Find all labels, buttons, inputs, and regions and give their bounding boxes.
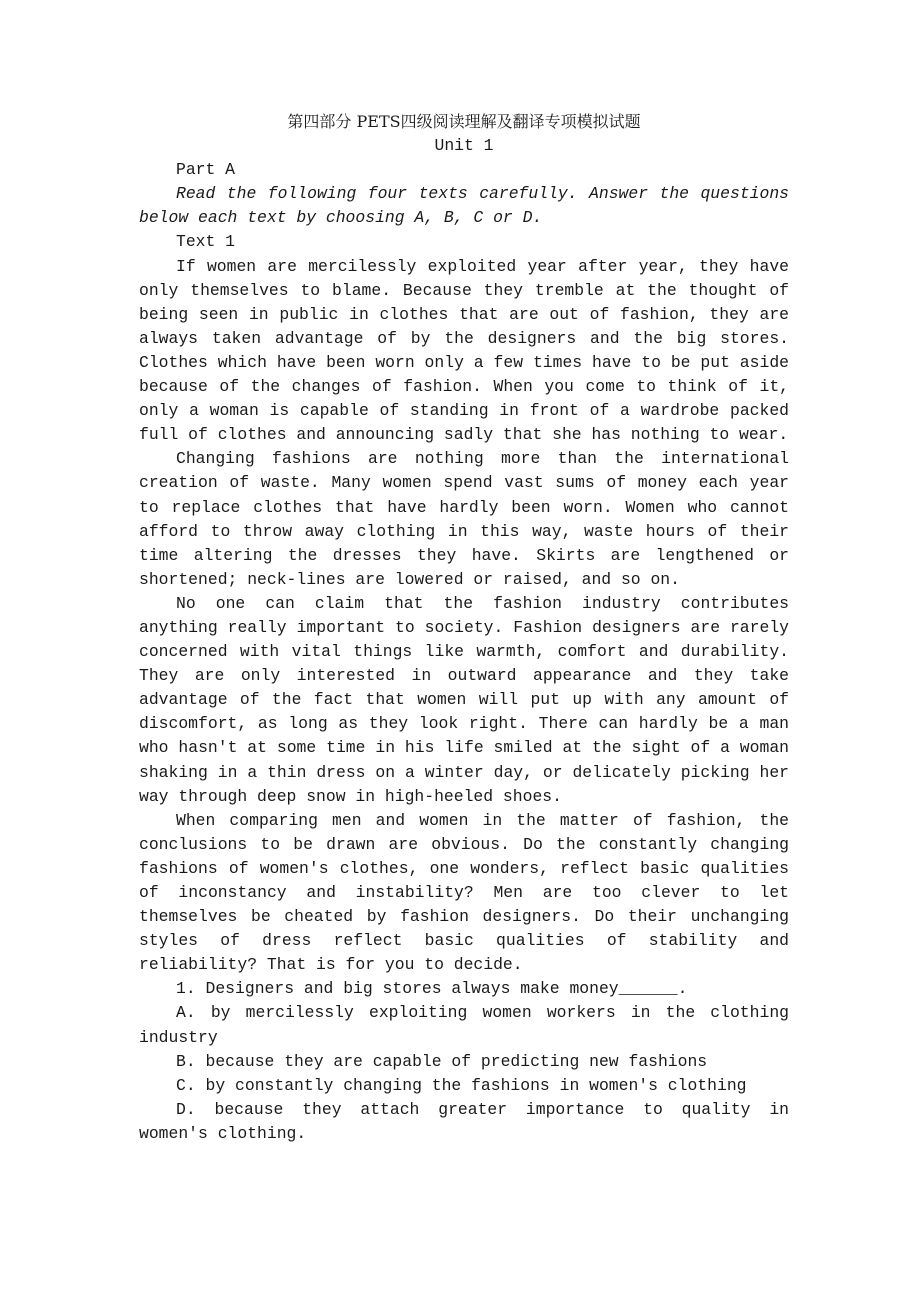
answer-option-a: A. by mercilessly exploiting women workers in the clothing industry <box>139 1003 789 1047</box>
document-page <box>139 110 789 1146</box>
answer-option-c: C. by constantly changing the fashions in women's clothing <box>176 1075 747 1095</box>
question-stem: 1. Designers and big stores always make money______. <box>176 979 688 999</box>
text-paragraph: When comparing men and women in the matter of fashion, the conclusions to be drawn are obvious. Do the constantly changing fashions of women's clothes, one wonders, reflect basic qualities of inconstancy and instability? Men are too clever to let themselves be cheated by fashion designers. Do their unchanging styles of dress reflect basic qualities of stability and reliability? That is for you to decide. <box>139 810 789 975</box>
part-label: Part A <box>176 160 236 180</box>
text-paragraph: No one can claim that the fashion industry contributes anything really important to society. Fashion designers are rarely concerned with vital things like warmth, comfort and durability. They are only interested in outward appearance and they take advantage of the fact that women will put up with any amount of discomfort, as long as they look right. There can hardly be a man who hasn't at some time in his life smiled at the sight of a woman shaking in a thin dress on a winter day, or delicately picking her way through deep snow in high-heeled shoes. <box>139 593 789 806</box>
answer-option-b: B. because they are capable of predicting new fashions <box>176 1051 708 1071</box>
unit-heading: Unit 1 <box>434 136 494 156</box>
answer-option-d: D. because they attach greater importance to quality in women's clothing. <box>139 1099 789 1143</box>
text-paragraph: If women are mercilessly exploited year after year, they have only themselves to blame. Because they tremble at the thought of being seen in public in clothes that are out of fashion, they are always taken advantage of by the designers and the big stores. Clothes which have been worn only a few times have to be put aside because of the changes of fashion. When you come to think of it, only a woman is capable of standing in front of a wardrobe packed full of clothes and announcing sadly that she has nothing to wear. <box>139 256 789 445</box>
document-title: 第四部分 PETS四级阅读理解及翻译专项模拟试题 <box>287 112 641 131</box>
text-paragraph: Changing fashions are nothing more than the international creation of waste. Many women spend vast sums of money each year to replace clothes that have hardly been worn. Women who cannot afford to throw away clothing in this way, waste hours of their time altering the dresses they have. Skirts are lengthened or shortened; neck-lines are lowered or raised, and so on. <box>139 449 789 589</box>
part-instructions: Read the following four texts carefully. Answer the questions below each text by choosing A, B, C or D. <box>139 184 789 228</box>
text-label: Text 1 <box>176 232 236 252</box>
